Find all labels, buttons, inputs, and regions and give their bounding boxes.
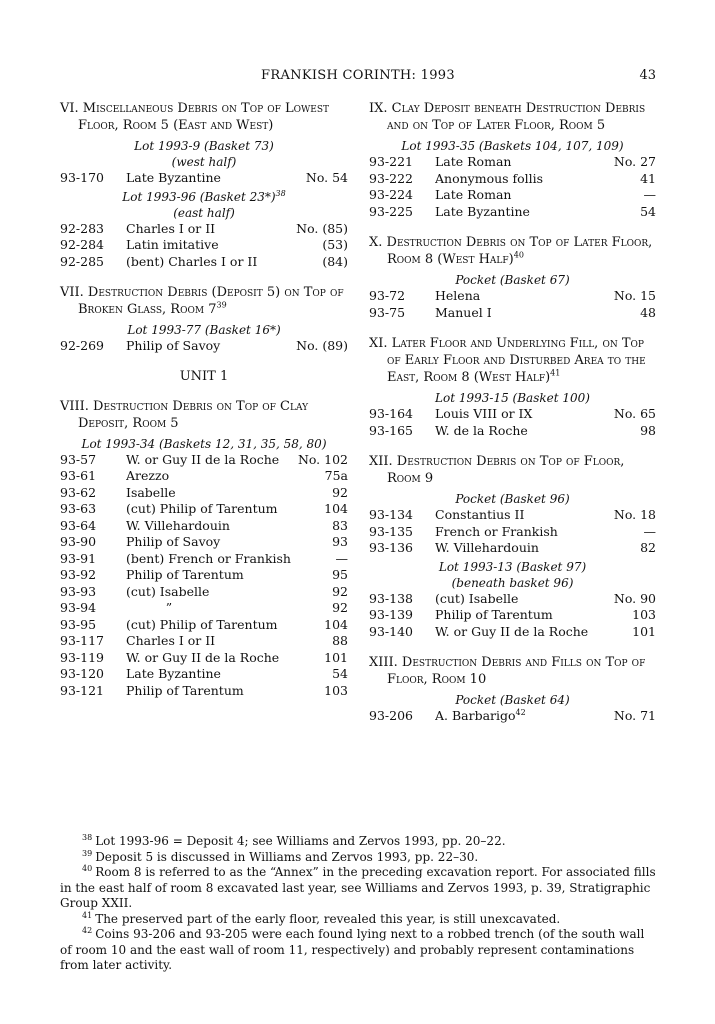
inventory-number: 92-283 [60, 220, 104, 236]
inventory-number: 93-57 [60, 451, 97, 467]
catalogue-number: 41 [640, 170, 656, 186]
coin-description: W. or Guy II de la Roche [126, 649, 280, 665]
section-title: X. Destruction Debris on Top of Later Floor, Room 8 (West Half)$^{40}$ [369, 235, 653, 267]
catalogue-number: 54 [640, 203, 656, 219]
coin-description: Late Byzantine [126, 666, 221, 681]
inventory-number: 93-140 [369, 623, 413, 639]
lot-subheading: (east half) [173, 205, 235, 220]
footnote-ref: 40 [513, 250, 524, 260]
lot-heading: Pocket (Basket 64) [455, 693, 570, 707]
footnote-ref: 39 [82, 848, 93, 858]
coin-row [60, 221, 348, 238]
coin-row [369, 624, 656, 641]
right-column [369, 100, 656, 739]
inventory-number: 93-75 [369, 304, 406, 320]
coin-description: Charles I or II [126, 220, 216, 236]
inventory-number: 93-224 [369, 187, 413, 202]
coin-description: French or Frankish [435, 523, 558, 539]
inventory-number: 93-221 [369, 154, 413, 169]
catalogue-number: No. (85) [296, 220, 348, 236]
catalogue-number: 88 [332, 633, 348, 648]
catalogue-number: — [335, 550, 348, 566]
coin-description: Charles I or II [126, 633, 216, 648]
lot-heading: Lot 1993-15 (Basket 100) [435, 391, 590, 405]
footnote-ref: 38 [82, 833, 93, 842]
coin-description: (cut) Isabelle [126, 583, 210, 599]
coin-row [60, 551, 348, 568]
coin-description: Helena [435, 288, 481, 303]
coin-description: W. or Guy II de la Roche [435, 623, 589, 639]
coin-description: Philip of Savoy [126, 534, 221, 549]
inventory-number: 93-90 [60, 534, 97, 549]
coin-row [369, 154, 656, 171]
inventory-number: 93-119 [60, 649, 104, 665]
catalogue-number: 93 [332, 534, 348, 549]
inventory-number: 93-94 [60, 600, 97, 615]
coin-description: (cut) Philip of Tarentum [126, 501, 278, 516]
coin-row [369, 305, 656, 322]
coin-row [60, 567, 348, 584]
coin-description: (cut) Isabelle [435, 590, 519, 606]
coin-row [60, 254, 348, 271]
lot-heading: Lot 1993-77 (Basket 16*) [127, 323, 281, 337]
catalogue-number: No. 15 [613, 288, 656, 303]
catalogue-number: 101 [324, 649, 348, 665]
coin-description: W. or Guy II de la Roche [126, 451, 280, 467]
coin-description: W. Villehardouin [126, 517, 230, 533]
coin-description: Arezzo [126, 468, 170, 483]
footnote: $^{40}$ Room 8 is referred to as the “Annex” in the preceding excavation report. For associated fills in the east half of room 8 excavated last year, see Williams and Zervos 1993, p. 39, Stratigraphic Group XXII. [60, 864, 656, 910]
inventory-number: 93-139 [369, 607, 413, 622]
context-section [369, 654, 656, 725]
catalogue-number: 82 [640, 540, 656, 555]
catalogue-number: 54 [332, 666, 348, 681]
catalogue-number: 103 [632, 607, 656, 622]
inventory-number: 93-61 [60, 468, 97, 483]
coin-description: Louis VIII or IX [435, 406, 533, 421]
catalogue-number: No. 18 [613, 507, 656, 522]
coin-description: W. de la Roche [435, 422, 528, 438]
running-head: FRANKISH CORINTH: 1993 [261, 68, 455, 83]
inventory-number: 93-206 [369, 708, 413, 723]
inventory-number: 93-222 [369, 170, 413, 186]
coin-row [369, 187, 656, 204]
coin-description: Constantius II [435, 507, 525, 522]
coin-description: Late Roman [435, 154, 512, 169]
inventory-number: 93-120 [60, 666, 104, 681]
footnote: $^{38}$ Lot 1993-96 = Deposit 4; see Williams and Zervos 1993, pp. 20–22. [82, 833, 506, 848]
context-section [369, 335, 656, 439]
catalogue-number: (53) [322, 237, 348, 252]
inventory-number: 93-135 [369, 523, 413, 539]
lot-heading: Pocket (Basket 96) [455, 492, 570, 506]
coin-row [60, 468, 348, 485]
lot-subheading: (west half) [171, 155, 237, 169]
coin-row [60, 666, 348, 683]
coin-description: Isabelle [126, 484, 176, 500]
inventory-number: 93-225 [369, 203, 413, 219]
coin-row [369, 540, 656, 557]
coin-row [369, 406, 656, 423]
coin-description: Latin imitative [126, 237, 219, 252]
coin-row [60, 617, 348, 634]
coin-row [369, 204, 656, 221]
inventory-number: 93-91 [60, 550, 97, 566]
coin-description: ” [126, 600, 173, 615]
page-header [60, 68, 656, 86]
inventory-number: 93-165 [369, 422, 413, 438]
context-section [60, 100, 348, 270]
section-title: XIII. Destruction Debris and Fills on Top of Floor, Room 10 [369, 655, 646, 687]
context-section [60, 284, 348, 355]
footnote: $^{42}$ Coins 93-206 and 93-205 were each found lying next to a robbed trench (of the south wall of room 10 and the east wall of room 11, respectively) and probably represent contaminations from later activity. [60, 926, 645, 972]
footnote-ref: 38 [275, 188, 286, 198]
inventory-number: 92-284 [60, 237, 104, 252]
page-number: 43 [639, 68, 656, 83]
inventory-number: 93-121 [60, 682, 104, 698]
catalogue-number: 101 [632, 623, 656, 639]
lot-heading: Lot 1993-13 (Basket 97) [438, 559, 587, 574]
coin-row [369, 171, 656, 188]
inventory-number: 92-285 [60, 253, 104, 269]
coin-description: Late Byzantine [435, 203, 530, 219]
inventory-number: 93-138 [369, 590, 413, 606]
coin-row [60, 534, 348, 551]
inventory-number: 92-269 [60, 338, 104, 353]
context-section [369, 100, 656, 220]
context-section [369, 234, 656, 321]
catalogue-number: No. 54 [305, 170, 348, 185]
footnote-ref: 39 [216, 300, 227, 310]
coin-description: Late Roman [435, 187, 512, 202]
coin-row [60, 237, 348, 254]
inventory-number: 93-117 [60, 633, 104, 648]
inventory-number: 93-63 [60, 501, 97, 516]
catalogue-number: 103 [324, 682, 348, 698]
section-title: XII. Destruction Debris on Top of Floor, Room 9 [369, 454, 625, 486]
coin-row [60, 170, 348, 187]
inventory-number: 93-134 [369, 507, 413, 522]
catalogue-number: (84) [322, 253, 348, 269]
inventory-number: 93-95 [60, 616, 97, 632]
catalogue-number: No. 90 [613, 590, 656, 606]
coin-row [369, 288, 656, 305]
coin-row [60, 584, 348, 601]
section-title: VI. Miscellaneous Debris on Top of Lowest Floor, Room 5 (East and West) [60, 101, 330, 133]
footnote: $^{41}$ The preserved part of the early floor, revealed this year, is still unexcavated. [82, 910, 561, 926]
catalogue-number: No. 102 [297, 451, 348, 467]
coin-row [60, 650, 348, 667]
catalogue-number: 98 [640, 422, 656, 438]
coin-description: (cut) Philip of Tarentum [126, 616, 278, 632]
coin-row [60, 518, 348, 535]
footnote-ref: 42 [515, 708, 526, 717]
section-title: IX. Clay Deposit beneath Destruction Debris and on Top of Later Floor, Room 5 [369, 101, 646, 133]
catalogue-number: No. 71 [613, 708, 656, 723]
catalogue-number: — [643, 187, 656, 202]
coin-row [60, 485, 348, 502]
coin-description: Anonymous follis [435, 170, 544, 186]
coin-row [60, 452, 348, 469]
coin-description: (bent) Charles I or II [126, 253, 258, 269]
lot-heading: Lot 1993-35 (Baskets 104, 107, 109) [401, 139, 624, 153]
coin-row [369, 708, 656, 725]
coin-description: (bent) French or Frankish [126, 550, 291, 566]
catalogue-number: 83 [332, 517, 348, 533]
lot-heading: Lot 1993-34 (Baskets 12, 31, 35, 58, 80) [81, 436, 327, 451]
coin-row [369, 524, 656, 541]
left-column [60, 100, 348, 713]
footnote-ref: 41 [82, 910, 93, 920]
coin-row [60, 683, 348, 700]
catalogue-number: 104 [324, 616, 348, 632]
catalogue-number: 104 [324, 501, 348, 516]
lot-subheading: (beneath basket 96) [451, 575, 574, 590]
coin-description: Philip of Tarentum [126, 682, 244, 698]
coin-row [60, 338, 348, 355]
coin-description: Philip of Savoy [126, 338, 221, 353]
inventory-number: 93-136 [369, 540, 413, 555]
coin-row [369, 591, 656, 608]
catalogue-number: No. (89) [296, 338, 348, 353]
footnote-ref: 40 [82, 864, 93, 873]
inventory-number: 93-170 [60, 170, 104, 185]
catalogue-number: 92 [332, 583, 348, 599]
catalogue-number: No. 65 [613, 406, 656, 421]
coin-description: A. Barbarigo$^{42}$ [435, 708, 526, 723]
inventory-number: 93-93 [60, 583, 97, 599]
catalogue-number: 92 [332, 484, 348, 500]
footnote-ref: 42 [82, 926, 93, 935]
inventory-number: 93-62 [60, 484, 97, 500]
coin-row [369, 507, 656, 524]
coin-row [60, 633, 348, 650]
catalogue-number: No. 27 [613, 154, 656, 169]
footnote: $^{39}$ Deposit 5 is discussed in Williams and Zervos 1993, pp. 22–30. [82, 848, 479, 864]
coin-description: W. Villehardouin [435, 540, 539, 555]
context-section [369, 453, 656, 640]
catalogue-number: 75a [324, 468, 348, 483]
section-title: VIII. Destruction Debris on Top of Clay Deposit, Room 5 [60, 398, 309, 431]
catalogue-number: — [643, 523, 656, 539]
catalogue-number: 48 [640, 304, 656, 320]
coin-description: Late Byzantine [126, 170, 221, 185]
footnotes [60, 834, 656, 974]
lot-heading: Lot 1993-9 (Basket 73) [134, 139, 274, 153]
coin-row [369, 423, 656, 440]
unit-heading: UNIT 1 [179, 368, 229, 384]
footnote-ref: 41 [550, 368, 561, 378]
lot-heading: Lot 1993-96 (Basket 23*)$^{38}$ [122, 188, 286, 204]
coin-row [60, 501, 348, 518]
inventory-number: 93-64 [60, 517, 97, 533]
catalogue-number: 92 [332, 600, 348, 615]
inventory-number: 93-164 [369, 406, 413, 421]
inventory-number: 93-92 [60, 567, 97, 582]
catalogue-number: 95 [332, 567, 348, 582]
coin-description: Philip of Tarentum [435, 607, 553, 622]
inventory-number: 93-72 [369, 288, 406, 303]
section-title: VII. Destruction Debris (Deposit 5) on Top of Broken Glass, Room $7^{39}$ [60, 285, 344, 317]
lot-heading: Pocket (Basket 67) [455, 273, 570, 287]
coin-description: Manuel I [435, 304, 492, 320]
coin-row [369, 607, 656, 624]
coin-row [60, 600, 348, 617]
context-section [60, 398, 348, 700]
coin-description: Philip of Tarentum [126, 567, 244, 582]
section-title: XI. Later Floor and Underlying Fill, on Top of Early Floor and Disturbed Area to the East, Room 8 (West Half)$^{41}$ [369, 336, 646, 385]
